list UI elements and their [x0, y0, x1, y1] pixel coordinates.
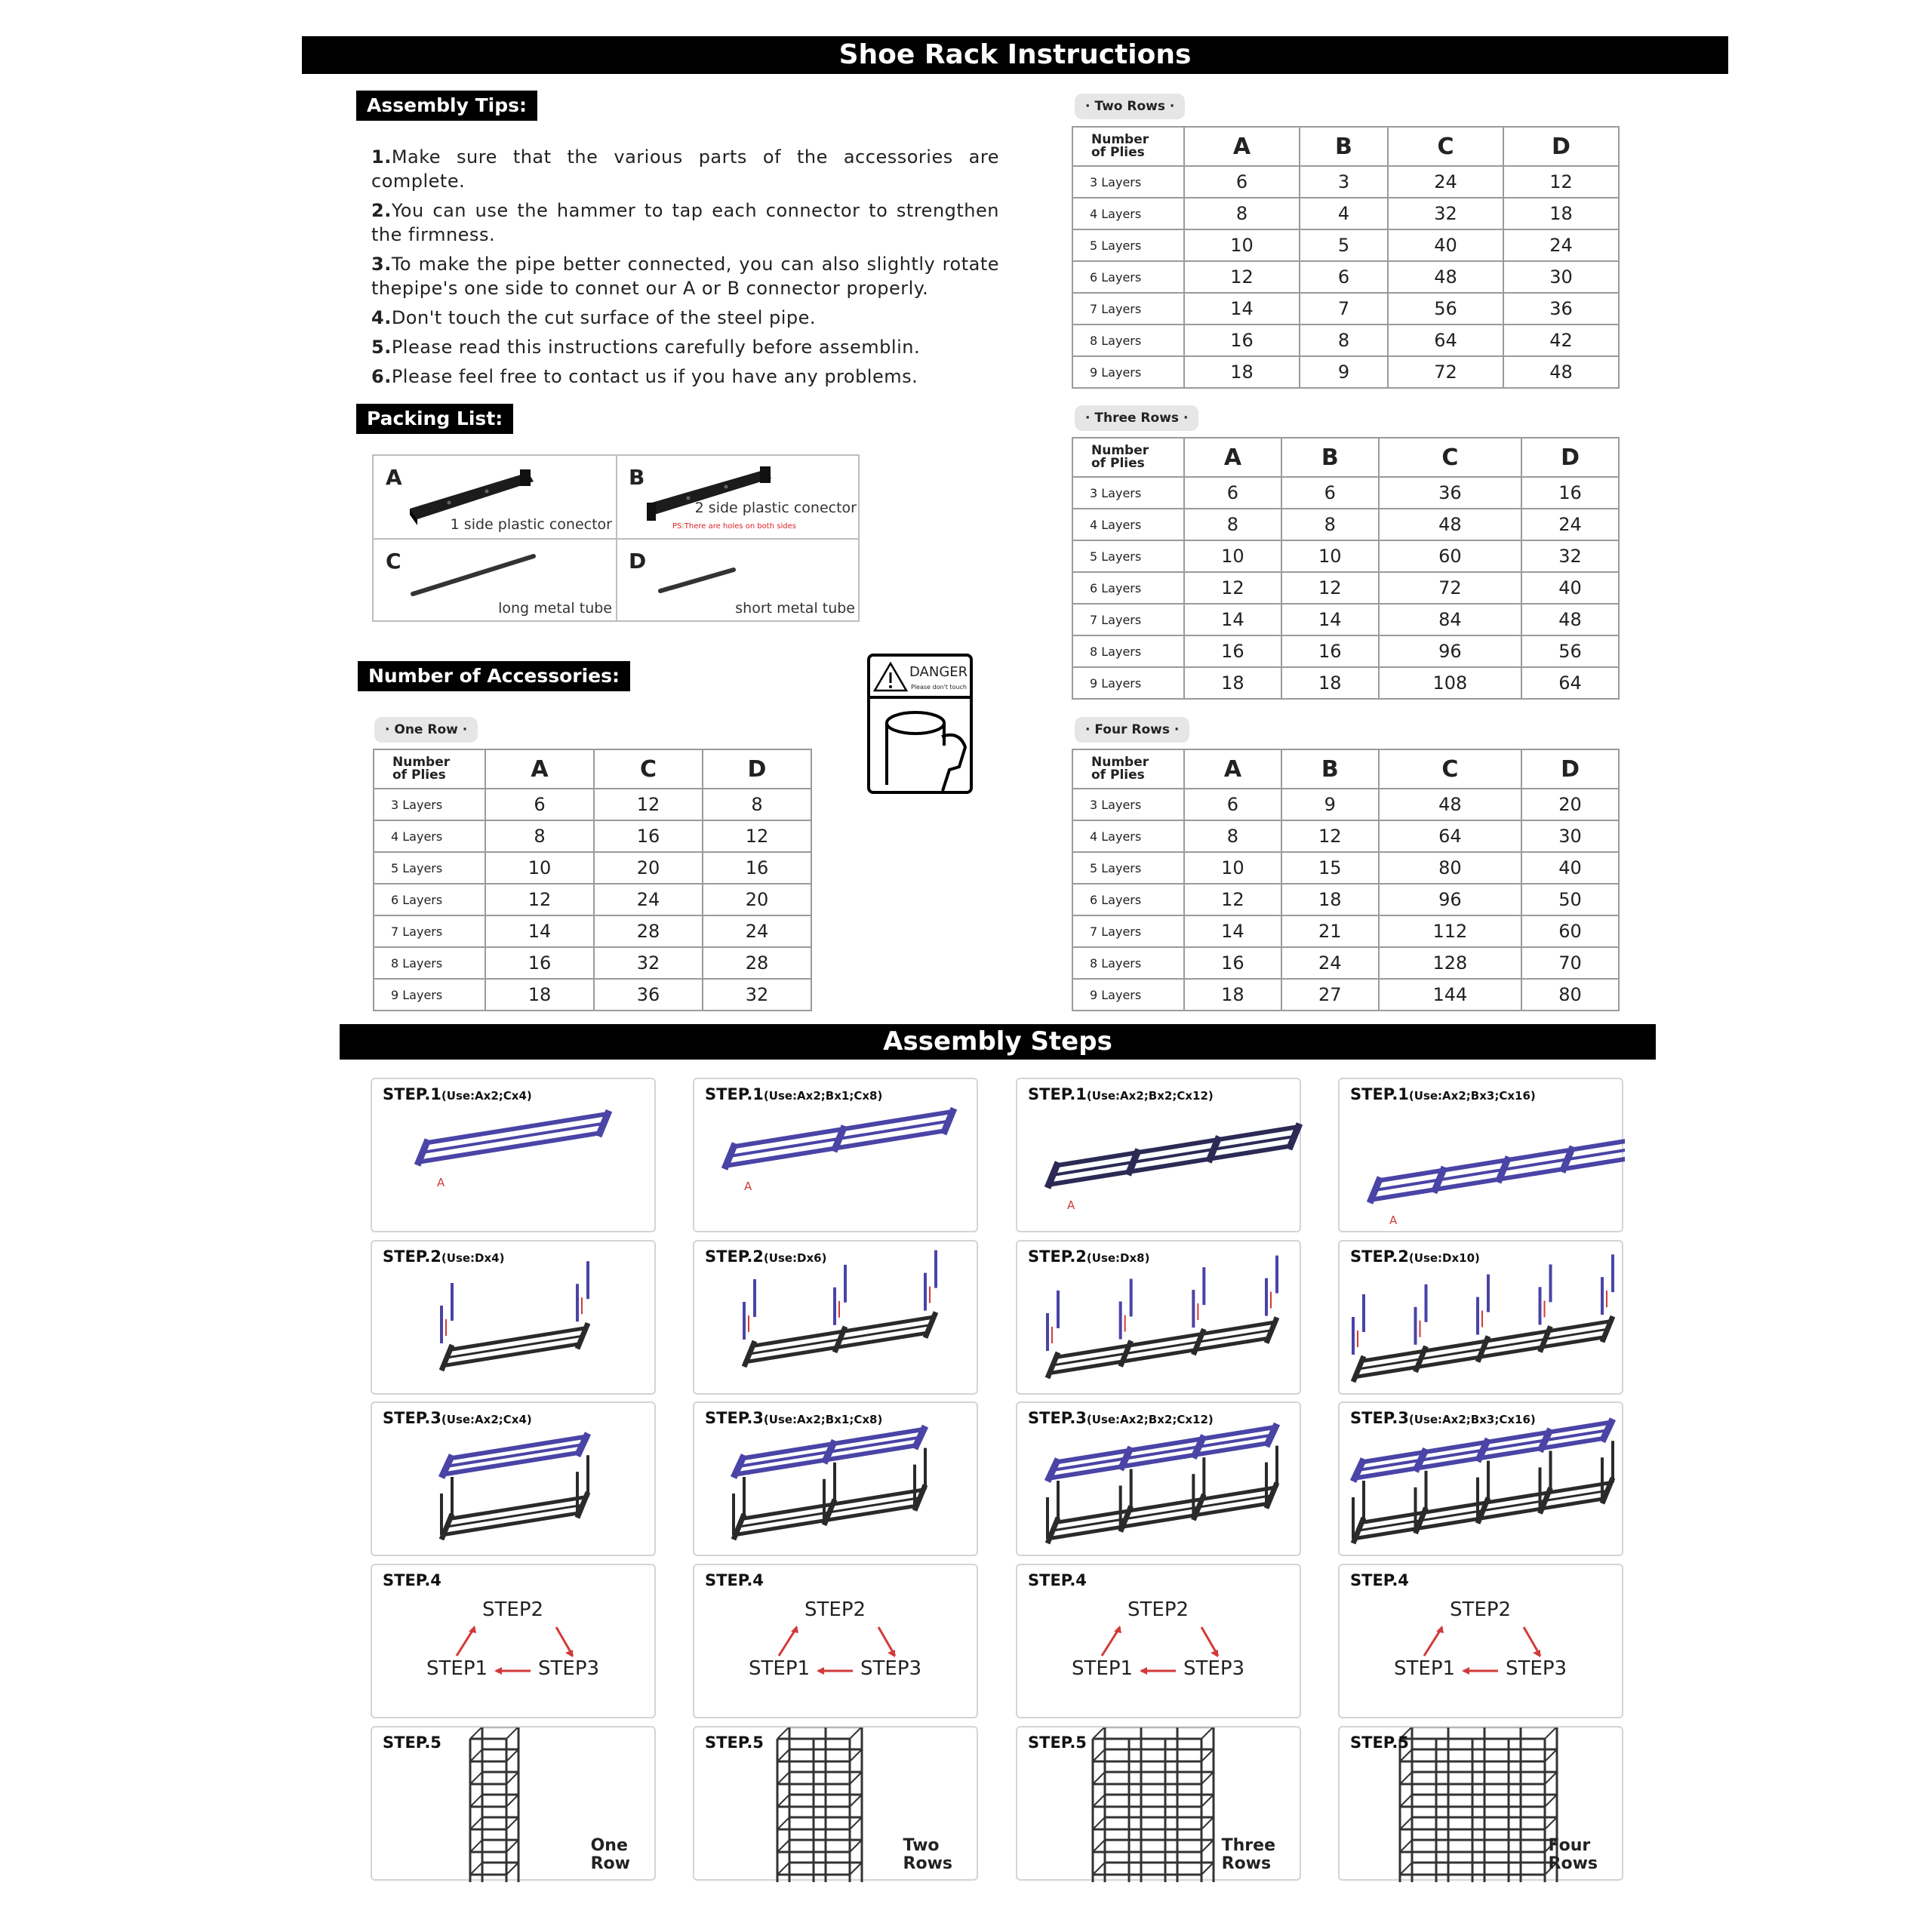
table-header-row	[1072, 438, 1619, 477]
step-card	[1016, 1564, 1301, 1718]
step-card	[1338, 1240, 1623, 1395]
part-label: A	[437, 1176, 445, 1189]
col-header: D	[1503, 127, 1619, 166]
step-title	[383, 1409, 532, 1427]
shelf-rail	[1201, 1795, 1214, 1807]
table-row: 9 Layers 18 27 144 80	[1072, 979, 1619, 1011]
one-row-pill: · One Row ·	[374, 717, 478, 743]
table-row: 6 Layers 12 6 48 30	[1072, 261, 1619, 293]
step-number: STEP.2	[705, 1247, 764, 1266]
step-card	[371, 1564, 656, 1718]
col-header: D	[703, 749, 811, 789]
step-number: STEP.3	[1028, 1409, 1087, 1427]
shelf-rail	[1201, 1727, 1214, 1739]
table-row: 3 Layers 6 3 24 12	[1072, 166, 1619, 198]
step-card	[1338, 1078, 1623, 1232]
step-number: STEP.5	[383, 1734, 441, 1752]
table-row: 5 Layers 10 15 80 40	[1072, 852, 1619, 884]
table-row: 4 Layers 8 12 64 30	[1072, 820, 1619, 852]
step-title	[1350, 1409, 1536, 1427]
step-card	[371, 1401, 656, 1556]
col-header: B	[1281, 749, 1379, 789]
shelf-rail	[470, 1863, 482, 1875]
table-row: 7 Layers 14 7 56 36	[1072, 293, 1619, 325]
table-row: 7 Layers 14 21 112 60	[1072, 915, 1619, 947]
arrowhead	[791, 1626, 798, 1633]
shelf-rail	[506, 1772, 518, 1784]
shelf-rail	[1093, 1727, 1105, 1739]
shelf-rail	[850, 1727, 862, 1739]
table-header-row	[1072, 127, 1619, 166]
table-row: 4 Layers 8 4 32 18	[1072, 198, 1619, 229]
tip-item: 4.Don't touch the cut surface of the steel pipe.	[371, 307, 817, 328]
step-number: STEP.5	[705, 1734, 764, 1752]
shelf-rail	[850, 1749, 862, 1761]
shelf-rail	[1545, 1772, 1557, 1784]
step-card	[371, 1240, 656, 1395]
step-number: STEP.4	[1350, 1571, 1409, 1589]
step-title	[1028, 1734, 1087, 1752]
shelf-rail	[850, 1772, 862, 1784]
arrowhead	[817, 1667, 824, 1675]
four-rows-table	[1072, 749, 1620, 1011]
tip-item: 5.Please read this instructions carefully before assemblin.	[371, 337, 921, 358]
col-header: A	[485, 749, 594, 789]
step-card	[371, 1726, 656, 1881]
tip-item: 3.To make the pipe better connected, you can also slightly rotate thepipe's one side to connet our A or B connector properly.	[371, 254, 999, 299]
step-title	[1028, 1409, 1214, 1427]
shelf-rail	[1093, 1772, 1105, 1784]
step-usage: (Use:Ax2;Bx1;Cx8)	[763, 1413, 883, 1426]
packing-list-grid	[372, 454, 860, 622]
step-number: STEP.3	[383, 1409, 441, 1427]
assembly-steps-banner	[340, 1024, 1656, 1060]
cycle-step3: STEP3	[860, 1657, 922, 1680]
shelf-rail	[1058, 1487, 1277, 1522]
part-label: A	[744, 1180, 752, 1193]
cycle-step2: STEP2	[482, 1598, 544, 1621]
step-number: STEP.3	[1350, 1409, 1409, 1427]
shelf-rail	[506, 1727, 518, 1739]
step-title	[383, 1734, 441, 1752]
part-b: B 2 side plastic conector PS:There are holes on both sides	[617, 456, 860, 539]
table-row: 5 Layers 10 5 40 24	[1072, 229, 1619, 261]
accessories-label: Number of Accessories:	[358, 661, 630, 691]
shelf-rail	[1053, 1137, 1294, 1175]
shelf-rail	[1058, 1127, 1300, 1165]
danger-sign	[867, 654, 973, 794]
four-rows-pill: · Four Rows ·	[1075, 717, 1189, 743]
cycle-step2: STEP2	[804, 1598, 866, 1621]
shelf-rail	[850, 1863, 862, 1875]
shelf-rail	[1201, 1840, 1214, 1852]
arrowhead	[1114, 1626, 1121, 1633]
step-title	[705, 1409, 882, 1427]
table-row: 8 Layers 16 8 64 42	[1072, 325, 1619, 356]
shelf-rail	[470, 1817, 482, 1829]
shelf-rail	[1058, 1322, 1277, 1357]
step-number: STEP.4	[705, 1571, 764, 1589]
packing-list-label: Packing List:	[356, 404, 513, 434]
shelf-rail	[1093, 1749, 1105, 1761]
rack-row-name-line: Four	[1548, 1836, 1591, 1855]
col-header: B	[1300, 127, 1388, 166]
cycle-step3: STEP3	[538, 1657, 600, 1680]
shelf-rail	[1048, 1146, 1289, 1185]
table-header-row	[374, 749, 811, 789]
shelf-rail	[850, 1840, 862, 1852]
shelf-rail	[1400, 1863, 1412, 1875]
step-title	[705, 1085, 882, 1103]
shelf-rail	[777, 1749, 789, 1761]
rack-row-name-line: One	[590, 1836, 628, 1855]
arrowhead	[494, 1667, 502, 1675]
table-row: 8 Layers 16 32 28	[374, 947, 811, 979]
tip-item: 1.Make sure that the various parts of the accessories are complete.	[371, 146, 999, 192]
col-header: C	[1379, 438, 1521, 477]
danger-word: DANGER	[909, 664, 968, 680]
three-rows-table	[1072, 437, 1620, 700]
shelf-rail	[777, 1727, 789, 1739]
table-row: 3 Layers 6 6 36 16	[1072, 477, 1619, 509]
step-usage: (Use:Ax2;Bx1;Cx8)	[763, 1089, 883, 1103]
shelf-rail	[850, 1817, 862, 1829]
shelf-rail	[777, 1840, 789, 1852]
table-row: 4 Layers 8 8 48 24	[1072, 509, 1619, 540]
cycle-step3: STEP3	[1506, 1657, 1567, 1680]
shelf-rail	[470, 1727, 482, 1739]
shelf-rail	[506, 1863, 518, 1875]
assembly-tips-list	[371, 145, 999, 394]
shelf-rail	[1545, 1727, 1557, 1739]
warning-triangle-icon	[873, 661, 908, 693]
cycle-step1: STEP1	[1394, 1657, 1456, 1680]
step-card	[1338, 1726, 1623, 1881]
step-title	[1028, 1247, 1149, 1266]
step-usage: (Use:Dx6)	[763, 1251, 827, 1265]
shelf-rail	[777, 1817, 789, 1829]
plies-header: Number of Plies	[374, 749, 485, 789]
step-card	[1338, 1401, 1623, 1556]
step-number: STEP.1	[1350, 1085, 1409, 1103]
part-c: C long metal tube	[374, 540, 617, 623]
step-title	[1350, 1085, 1536, 1103]
cycle-step1: STEP1	[749, 1657, 811, 1680]
shelf-rail	[470, 1772, 482, 1784]
step-card	[1016, 1401, 1301, 1556]
three-rows-pill: · Three Rows ·	[1075, 405, 1198, 431]
cycle-step2: STEP2	[1450, 1598, 1512, 1621]
step-card	[693, 1726, 978, 1881]
shelf-rail	[1093, 1817, 1105, 1829]
shelf-rail	[1400, 1772, 1412, 1784]
tip-item: 2.You can use the hammer to tap each connector to strengthen the firmness.	[371, 200, 999, 245]
cycle-step3: STEP3	[1183, 1657, 1245, 1680]
step-number: STEP.5	[1350, 1734, 1409, 1752]
rack-row-name	[903, 1837, 952, 1873]
two-rows-pill: · Two Rows ·	[1075, 94, 1185, 119]
rack-row-name-line: Rows	[903, 1854, 952, 1873]
step-card	[1016, 1726, 1301, 1881]
col-header: A	[1184, 127, 1300, 166]
step-title	[705, 1734, 764, 1752]
step-number: STEP.2	[383, 1247, 441, 1266]
cycle-step1: STEP1	[426, 1657, 488, 1680]
shelf-rail	[1201, 1772, 1214, 1784]
arrowhead	[469, 1626, 476, 1633]
table-row: 5 Layers 10 20 16	[374, 852, 811, 884]
table-row: 3 Layers 6 9 48 20	[1072, 789, 1619, 820]
table-row: 8 Layers 16 24 128 70	[1072, 947, 1619, 979]
table-row: 8 Layers 16 16 96 56	[1072, 635, 1619, 667]
step-usage: (Use:Ax2;Bx3;Cx16)	[1408, 1413, 1536, 1426]
page-title: Shoe Rack Instructions	[838, 39, 1192, 70]
shelf-rail	[777, 1795, 789, 1807]
plies-header: Number of Plies	[1072, 127, 1184, 166]
plies-header: Number of Plies	[1072, 749, 1184, 789]
step-usage: (Use:Ax2;Cx4)	[441, 1089, 532, 1103]
step-title	[1350, 1247, 1480, 1266]
danger-subtext: Please don't touch	[911, 684, 967, 691]
col-header: A	[1184, 438, 1281, 477]
step-number: STEP.1	[1028, 1085, 1087, 1103]
part-label: A	[1389, 1214, 1398, 1227]
shelf-rail	[1058, 1427, 1277, 1462]
shelf-rail	[1201, 1863, 1214, 1875]
col-header: C	[594, 749, 703, 789]
rack-row-name	[1549, 1837, 1598, 1873]
col-header: C	[1388, 127, 1503, 166]
pipe-hand-icon	[870, 700, 970, 792]
shelf-rail	[1545, 1817, 1557, 1829]
arrowhead	[1140, 1667, 1147, 1675]
col-header: D	[1521, 438, 1619, 477]
danger-divider	[870, 696, 970, 699]
table-row: 9 Layers 18 36 32	[374, 979, 811, 1011]
step-card	[693, 1564, 978, 1718]
shelf-rail	[1400, 1817, 1412, 1829]
step-card	[693, 1401, 978, 1556]
step-title	[1350, 1734, 1409, 1752]
step-number: STEP.2	[1028, 1247, 1087, 1266]
shelf-rail	[506, 1795, 518, 1807]
step-number: STEP.3	[705, 1409, 764, 1427]
cycle-arrows	[372, 1565, 657, 1720]
rack-row-name-line: Two	[903, 1836, 940, 1855]
one-row-table	[373, 749, 812, 1011]
shelf-rail	[506, 1817, 518, 1829]
shelf-rail	[1201, 1817, 1214, 1829]
shelf-rail	[470, 1840, 482, 1852]
step-usage: (Use:Ax2;Bx3;Cx16)	[1408, 1089, 1536, 1103]
cycle-step1: STEP1	[1072, 1657, 1134, 1680]
shelf-rail	[470, 1795, 482, 1807]
shelf-rail	[1093, 1795, 1105, 1807]
step-number: STEP.5	[1028, 1734, 1087, 1752]
col-header: C	[1379, 749, 1521, 789]
step-usage: (Use:Ax2;Bx2;Cx12)	[1086, 1413, 1214, 1426]
part-d: D short metal tube	[617, 540, 860, 623]
shelf-rail	[1400, 1795, 1412, 1807]
table-row: 6 Layers 12 24 20	[374, 884, 811, 915]
shelf-rail	[1545, 1749, 1557, 1761]
table-row: 5 Layers 10 10 60 32	[1072, 540, 1619, 572]
table-row: 4 Layers 8 16 12	[374, 820, 811, 852]
step-title	[383, 1247, 504, 1266]
shelf-rail	[777, 1772, 789, 1784]
shelf-rail	[1093, 1863, 1105, 1875]
cycle-step2: STEP2	[1128, 1598, 1189, 1621]
shelf-rail	[1400, 1840, 1412, 1852]
step-number: STEP.4	[383, 1571, 441, 1589]
step-title	[705, 1247, 826, 1266]
step-card	[1016, 1078, 1301, 1232]
two-rows-table	[1072, 126, 1620, 389]
arrowhead	[1462, 1667, 1469, 1675]
shelf-rail	[506, 1840, 518, 1852]
rack-row-name-line: Three	[1221, 1836, 1275, 1855]
step-card	[1338, 1564, 1623, 1718]
rack-row-name	[1222, 1837, 1275, 1873]
rack-row-name-line: Rows	[1221, 1854, 1272, 1873]
table-row: 7 Layers 14 28 24	[374, 915, 811, 947]
step-number: STEP.2	[1350, 1247, 1409, 1266]
table-header-row	[1072, 749, 1619, 789]
shelf-rail	[1053, 1496, 1272, 1531]
step-usage: (Use:Dx4)	[441, 1251, 505, 1265]
part-label: A	[1067, 1198, 1075, 1212]
step-number: STEP.1	[383, 1085, 441, 1103]
step-usage: (Use:Ax2;Cx4)	[441, 1413, 532, 1426]
shelf-rail	[1048, 1444, 1266, 1478]
rack-row-name-line: Row	[590, 1854, 630, 1873]
shelf-rail	[1048, 1339, 1266, 1374]
shelf-rail	[506, 1749, 518, 1761]
arrowhead	[1436, 1626, 1444, 1633]
shelf-rail	[1201, 1749, 1214, 1761]
table-row: 9 Layers 18 9 72 48	[1072, 356, 1619, 388]
table-row: 6 Layers 12 12 72 40	[1072, 572, 1619, 604]
assembly-tips-label: Assembly Tips:	[356, 91, 537, 121]
assembly-steps-title: Assembly Steps	[883, 1026, 1112, 1057]
step-number: STEP.4	[1028, 1571, 1087, 1589]
shelf-rail	[1053, 1331, 1272, 1365]
shelf-rail	[1093, 1840, 1105, 1852]
step-card	[693, 1078, 978, 1232]
step-card	[371, 1078, 656, 1232]
step-usage: (Use:Ax2;Bx2;Cx12)	[1086, 1089, 1214, 1103]
plies-header: Number of Plies	[1072, 438, 1184, 477]
cycle-arrows	[694, 1565, 980, 1720]
step-number: STEP.1	[705, 1085, 764, 1103]
shelf-rail	[777, 1863, 789, 1875]
shelf-rail	[1545, 1795, 1557, 1807]
rack-row-name	[591, 1837, 630, 1873]
tip-item: 6.Please feel free to contact us if you have any problems.	[371, 366, 918, 387]
col-header: A	[1184, 749, 1281, 789]
step-title	[383, 1085, 532, 1103]
table-row: 6 Layers 12 18 96 50	[1072, 884, 1619, 915]
step-title	[1028, 1085, 1214, 1103]
step-card	[693, 1240, 978, 1395]
col-header: D	[1521, 749, 1619, 789]
shelf-rail	[1048, 1504, 1266, 1539]
step-usage: (Use:Dx10)	[1408, 1251, 1480, 1265]
table-row: 9 Layers 18 18 108 64	[1072, 667, 1619, 699]
shelf-rail	[1053, 1435, 1272, 1470]
shelf-rail	[470, 1749, 482, 1761]
col-header: B	[1281, 438, 1379, 477]
table-row: 7 Layers 14 14 84 48	[1072, 604, 1619, 635]
step-card	[1016, 1240, 1301, 1395]
rack-row-name-line: Rows	[1548, 1854, 1598, 1873]
page-title-banner	[302, 36, 1728, 74]
table-row: 3 Layers 6 12 8	[374, 789, 811, 820]
cycle-arrows	[1017, 1565, 1303, 1720]
step-usage: (Use:Dx8)	[1086, 1251, 1150, 1265]
cycle-arrows	[1340, 1565, 1625, 1720]
shelf-rail	[850, 1795, 862, 1807]
part-a: A 1 side plastic conector	[374, 456, 617, 539]
